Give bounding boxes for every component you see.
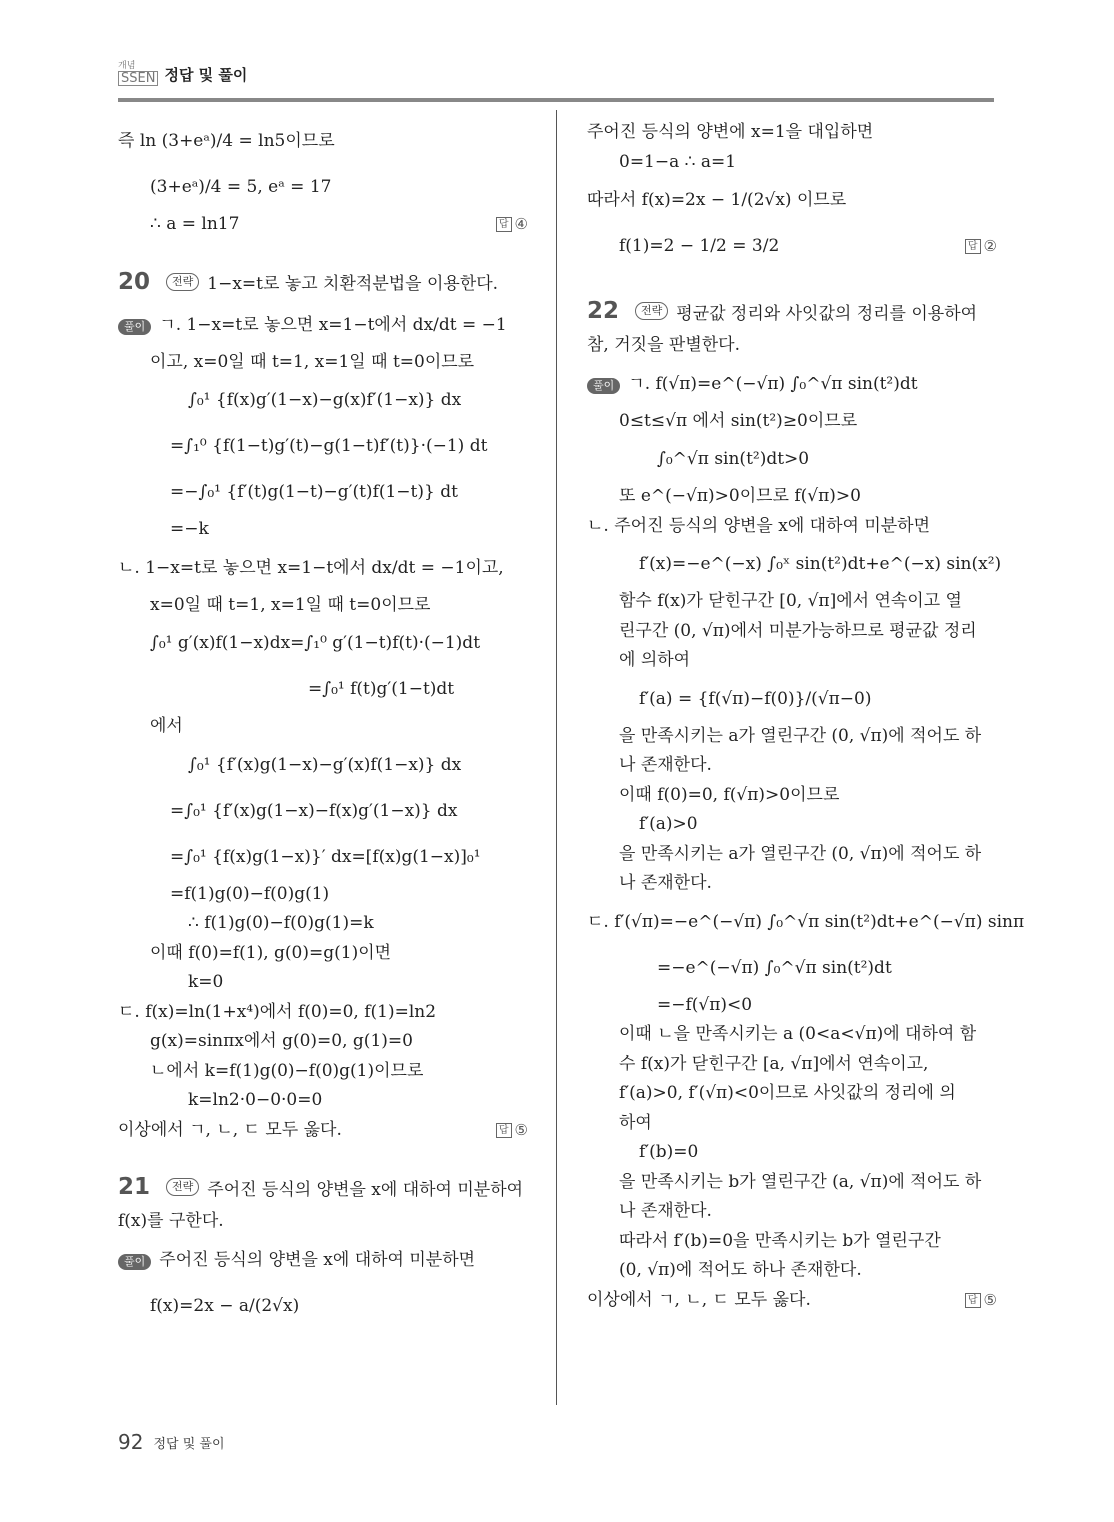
solution-line: (0, √π)에 적어도 하나 존재한다. bbox=[619, 1260, 862, 1280]
solution-line: g(x)=sinπx에서 g(0)=0, g(1)=0 bbox=[150, 1031, 413, 1051]
column-divider bbox=[556, 110, 557, 1405]
solution-line: =∫₁⁰ {f(1−t)g′(t)−g(1−t)f′(t)}·(−1) dt bbox=[170, 436, 488, 456]
solution-line: =f(1)g(0)−f(0)g(1) bbox=[170, 883, 330, 904]
strategy-tag: 전략 bbox=[166, 273, 199, 291]
solution-line: 린구간 (0, √π)에서 미분가능하므로 평균값 정리 bbox=[619, 620, 977, 641]
solution-line: =−e^(−√π) ∫₀^√π sin(t²)dt bbox=[657, 957, 892, 978]
solution-line: 풀이 ㄱ. f(√π)=e^(−√π) ∫₀^√π sin(t²)dt bbox=[587, 361, 997, 407]
solution-tag: 풀이 bbox=[587, 378, 620, 394]
strategy-text: 1−x=t로 놓고 치환적분법을 이용한다. bbox=[207, 274, 499, 294]
footer-text: 정답 및 풀이 bbox=[153, 1436, 225, 1452]
solution-line: =∫₀¹ {f(x)g(1−x)}′ dx=[f(x)g(1−x)]₀¹ bbox=[170, 846, 481, 867]
solution-line: f′(a) = {f(√π)−f(0)}/(√π−0) bbox=[639, 688, 872, 709]
solution-line: 에서 bbox=[150, 716, 183, 736]
answer-mark: 답 ④ bbox=[496, 210, 528, 240]
answer-mark: 답 ⑤ bbox=[496, 1116, 528, 1146]
problem-number: 22 bbox=[587, 298, 620, 324]
solution-line: 0=1−a ∴ a=1 bbox=[619, 151, 737, 172]
answer-mark: 답 ② bbox=[965, 223, 997, 269]
strategy-tag: 전략 bbox=[166, 1178, 199, 1196]
strategy-text: 주어진 등식의 양변을 x에 대하여 미분하여 bbox=[207, 1179, 524, 1200]
solution-line: ∫₀¹ g′(x)f(1−x)dx=∫₁⁰ g′(1−t)f(t)·(−1)dt bbox=[150, 633, 481, 653]
solution-line: k=0 bbox=[188, 972, 224, 992]
solution-line: =−k bbox=[170, 519, 209, 539]
solution-line: ∫₀^√π sin(t²)dt>0 bbox=[657, 449, 810, 469]
solution-line: 하여 bbox=[619, 1112, 652, 1133]
solution-tag: 풀이 bbox=[118, 319, 151, 335]
solution-line: f′(b)=0 bbox=[639, 1142, 699, 1162]
solution-line: k=ln2·0−0·0=0 bbox=[188, 1090, 323, 1110]
intro-line: 즉 ln (3+eᵃ)/4 = ln5이므로 bbox=[118, 131, 335, 151]
solution-line: ㄷ. f′(√π)=−e^(−√π) ∫₀^√π sin(t²)dt+e^(−√π) sinπ bbox=[587, 911, 1025, 932]
solution-line: 또 e^(−√π)>0이므로 f(√π)>0 bbox=[619, 486, 861, 506]
solution-line: =−f(√π)<0 bbox=[657, 994, 753, 1015]
solution-line: 이때 f(0)=f(1), g(0)=g(1)이면 bbox=[150, 942, 392, 963]
solution-line: ∫₀¹ {f′(x)g(1−x)−g′(x)f(1−x)} dx bbox=[188, 754, 462, 775]
problem-22-heading bbox=[587, 291, 997, 331]
solution-line: 을 만족시키는 b가 열린구간 (a, √π)에 적어도 하 bbox=[619, 1171, 982, 1192]
solution-line: ㄷ. f(x)=ln(1+x⁴)에서 f(0)=0, f(1)=ln2 bbox=[118, 1001, 437, 1022]
logo-top: 개념 bbox=[118, 61, 136, 71]
solution-line: 수 f(x)가 닫힌구간 [a, √π]에서 연속이고, bbox=[619, 1053, 929, 1074]
solution-line: 주어진 등식의 양변에 x=1을 대입하면 bbox=[587, 122, 874, 142]
brand-logo bbox=[118, 62, 158, 86]
solution-line: x=0일 때 t=1, x=1일 때 t=0이므로 bbox=[150, 594, 431, 615]
solution-line: 나 존재한다. bbox=[619, 873, 712, 893]
strategy-text: 참, 거짓을 판별한다. bbox=[587, 335, 740, 355]
conclusion-line: 이상에서 ㄱ, ㄴ, ㄷ 모두 옳다. 답 ⑤ bbox=[587, 1286, 997, 1316]
solution-line: ∫₀¹ {f(x)g′(1−x)−g(x)f′(1−x)} dx bbox=[188, 390, 462, 410]
solution-line: 따라서 f′(b)=0을 만족시키는 b가 열린구간 bbox=[619, 1230, 941, 1251]
solution-line: =∫₀¹ {f′(x)g(1−x)−f(x)g′(1−x)} dx bbox=[170, 800, 458, 821]
page-header bbox=[118, 62, 247, 86]
answer-mark: 답 ⑤ bbox=[965, 1286, 997, 1316]
solution-line: f(x)=2x − a/(2√x) bbox=[150, 1295, 300, 1316]
solution-line: 나 존재한다. bbox=[619, 755, 712, 775]
solution-line: f′(x)=−e^(−x) ∫₀ˣ sin(t²)dt+e^(−x) sin(x²) bbox=[639, 554, 1002, 574]
solution-line: 에 의하여 bbox=[619, 650, 691, 670]
right-column bbox=[587, 118, 1025, 1315]
solution-line: 풀이 주어진 등식의 양변을 x에 대하여 미분하면 bbox=[118, 1237, 528, 1283]
solution-line: 함수 f(x)가 닫힌구간 [0, √π]에서 연속이고 열 bbox=[619, 591, 962, 611]
solution-line: ∴ f(1)g(0)−f(0)g(1)=k bbox=[188, 913, 374, 933]
page-footer bbox=[118, 1430, 225, 1454]
problem-21-heading bbox=[118, 1167, 528, 1207]
solution-line: 0≤t≤√π 에서 sin(t²)≥0이므로 bbox=[619, 410, 858, 431]
logo-bottom: SSEN bbox=[118, 71, 158, 86]
solution-line: f′(a)>0 bbox=[639, 814, 698, 834]
solution-line: =−∫₀¹ {f′(t)g(1−t)−g′(t)f(1−t)} dt bbox=[170, 482, 458, 502]
left-column bbox=[118, 118, 528, 1329]
solution-line: 나 존재한다. bbox=[619, 1201, 712, 1221]
solution-line: ㄴ. 1−x=t로 놓으면 x=1−t에서 dx/dt = −1이고, bbox=[118, 557, 504, 578]
strategy-text: 평균값 정리와 사잇값의 정리를 이용하여 bbox=[676, 303, 978, 324]
header-rule bbox=[118, 98, 994, 102]
intro-line: (3+eᵃ)/4 = 5, eᵃ = 17 bbox=[150, 177, 332, 197]
header-title: 정답 및 풀이 bbox=[164, 65, 248, 84]
solution-line: 이고, x=0일 때 t=1, x=1일 때 t=0이므로 bbox=[150, 351, 475, 372]
solution-line: f(1)=2 − 1/2 = 3/2 답 ② bbox=[587, 223, 997, 269]
solution-line: =∫₀¹ f(t)g′(1−t)dt bbox=[308, 679, 455, 699]
problem-number: 21 bbox=[118, 1174, 151, 1200]
solution-line: ㄴ. 주어진 등식의 양변을 x에 대하여 미분하면 bbox=[587, 515, 931, 536]
solution-line: 을 만족시키는 a가 열린구간 (0, √π)에 적어도 하 bbox=[619, 843, 982, 864]
solution-line: 풀이 ㄱ. 1−x=t로 놓으면 x=1−t에서 dx/dt = −1 bbox=[118, 302, 528, 348]
solution-tag: 풀이 bbox=[118, 1254, 151, 1270]
solution-line: 을 만족시키는 a가 열린구간 (0, √π)에 적어도 하 bbox=[619, 725, 982, 746]
problem-number: 20 bbox=[118, 268, 151, 295]
intro-line: ∴ a = ln17 답 ④ bbox=[118, 210, 528, 240]
solution-line: 따라서 f(x)=2x − 1/(2√x) 이므로 bbox=[587, 190, 847, 210]
solution-line: f′(a)>0, f′(√π)<0이므로 사잇값의 정리에 의 bbox=[619, 1083, 956, 1103]
problem-20-heading bbox=[118, 262, 528, 302]
solution-line: 이때 ㄴ을 만족시키는 a (0<a<√π)에 대하여 함 bbox=[619, 1024, 977, 1044]
solution-line: 이때 f(0)=0, f(√π)>0이므로 bbox=[619, 784, 840, 805]
strategy-text: f(x)를 구한다. bbox=[118, 1211, 224, 1231]
solution-line: ㄴ에서 k=f(1)g(0)−f(0)g(1)이므로 bbox=[150, 1060, 424, 1081]
strategy-tag: 전략 bbox=[635, 302, 668, 320]
page-number: 92 bbox=[118, 1430, 144, 1454]
conclusion-line: 이상에서 ㄱ, ㄴ, ㄷ 모두 옳다. 답 ⑤ bbox=[118, 1116, 528, 1146]
